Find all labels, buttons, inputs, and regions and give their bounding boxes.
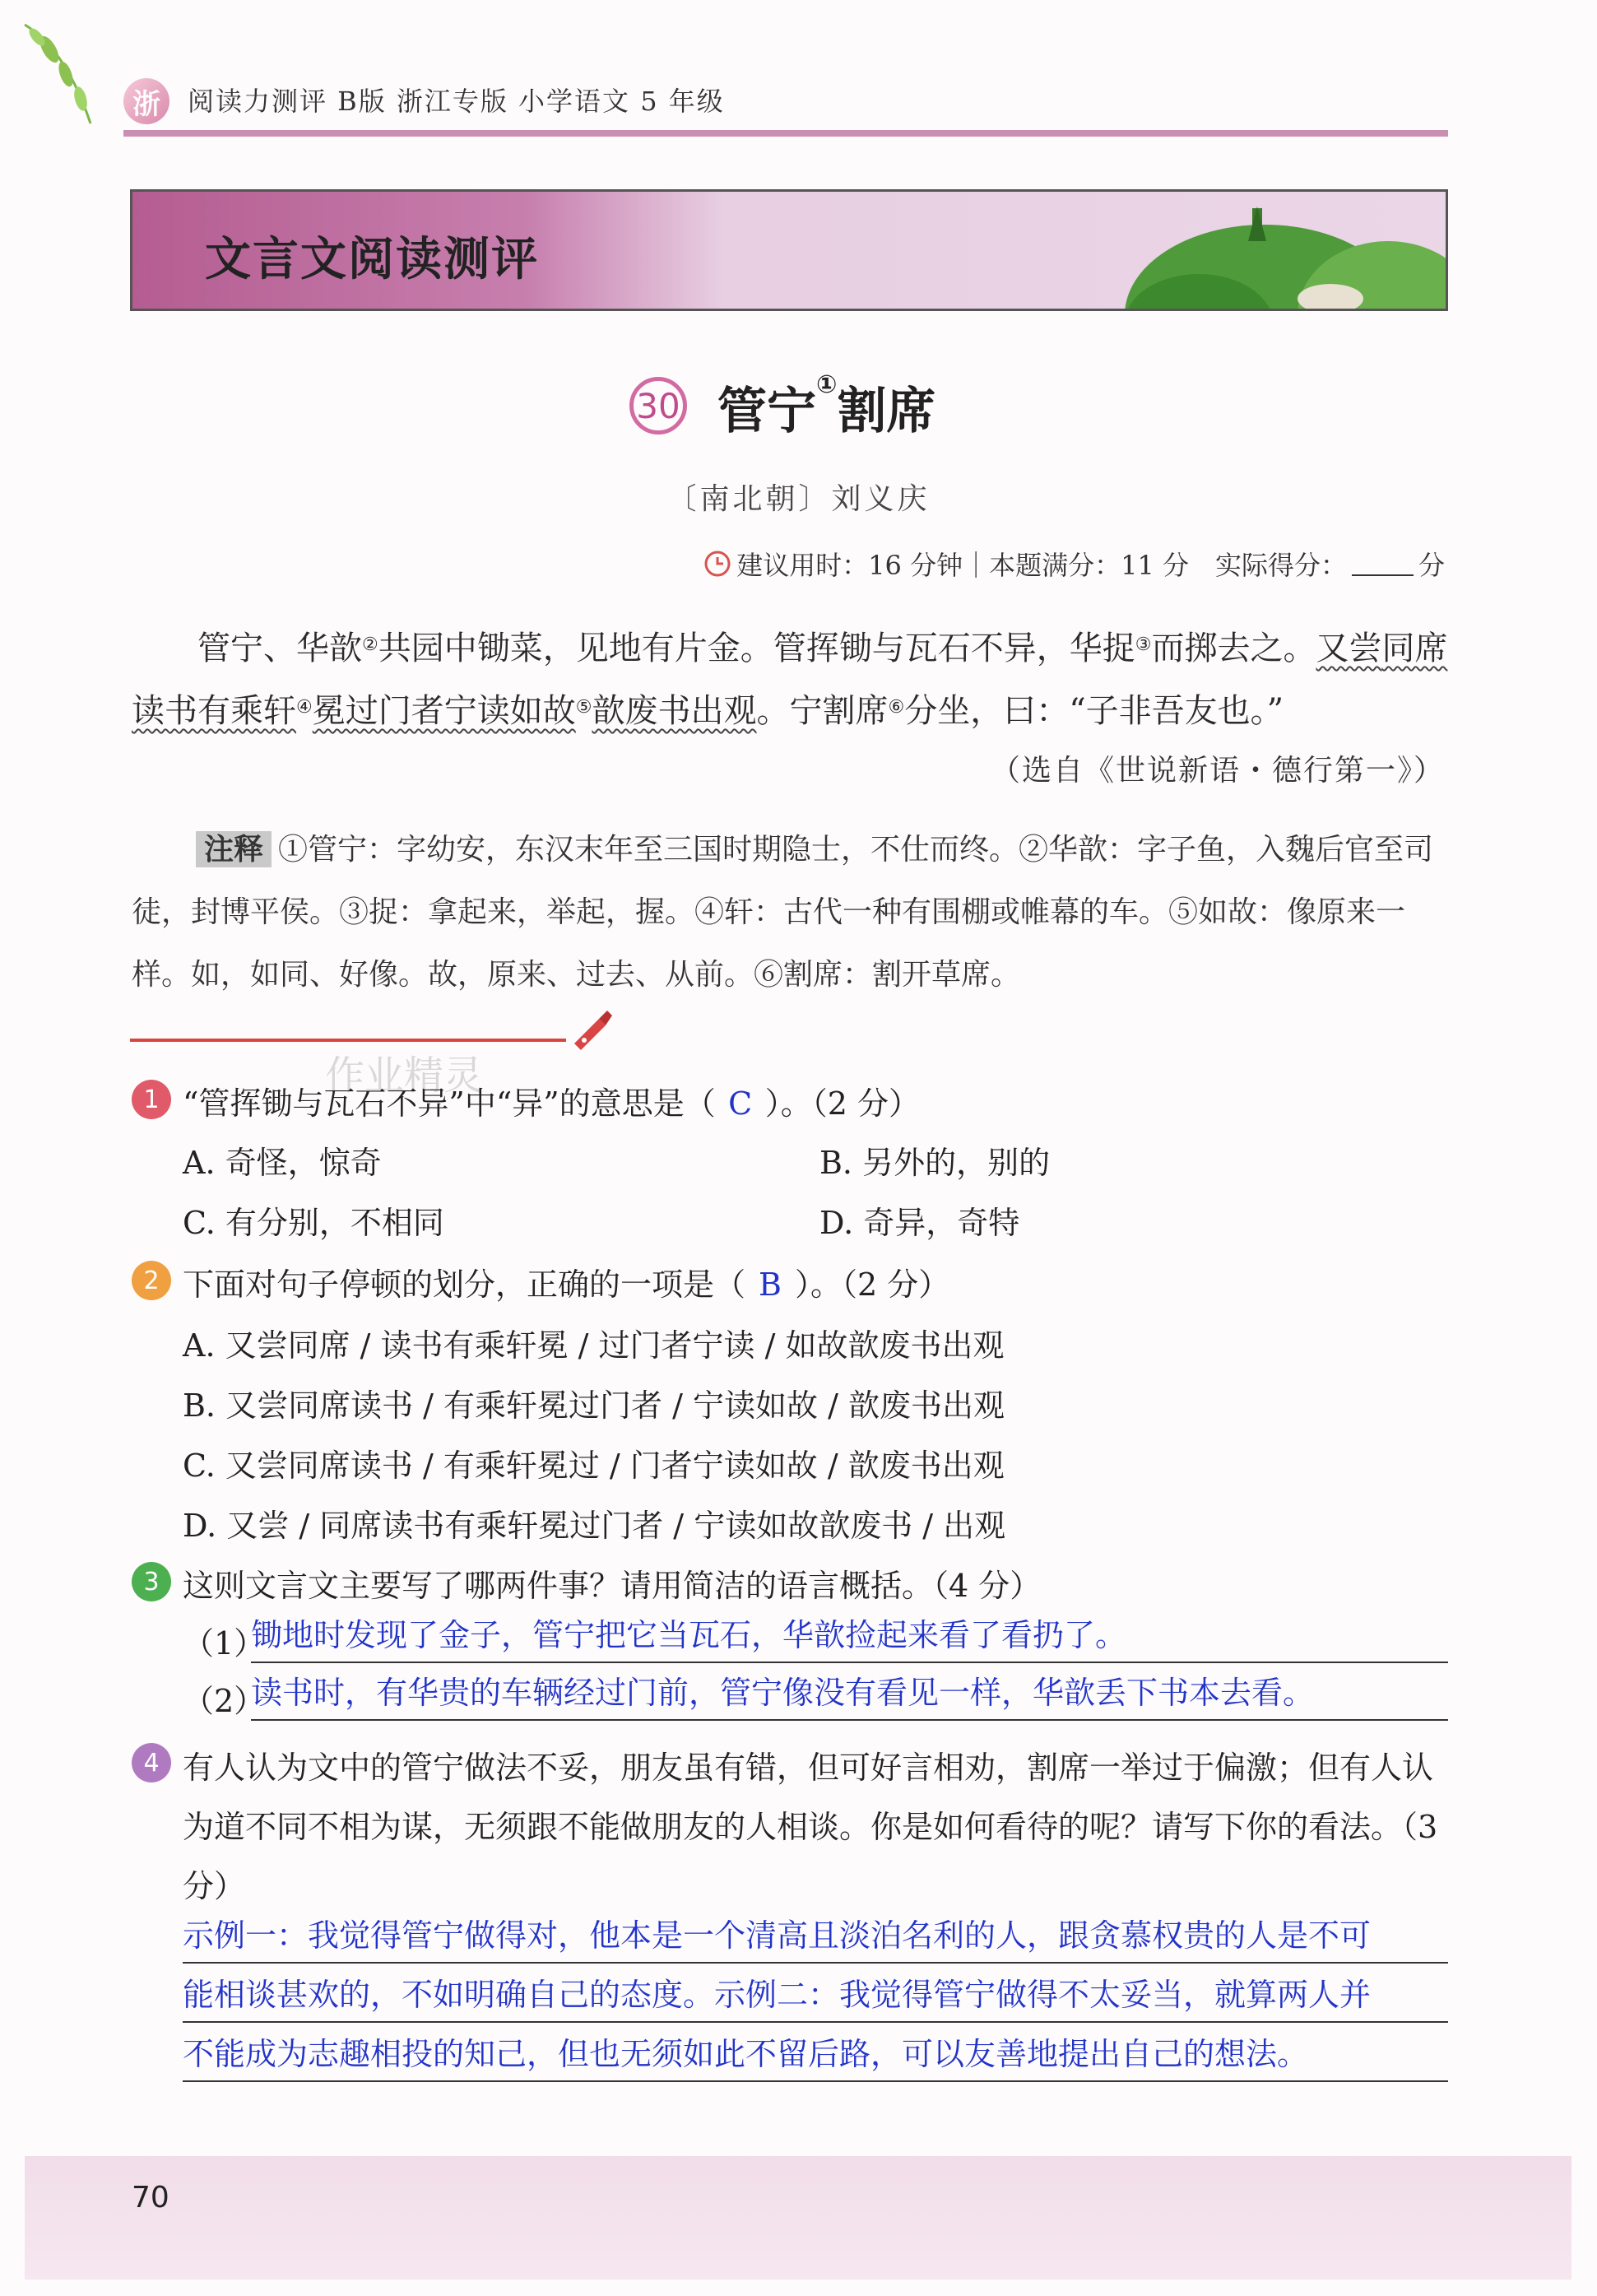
q1-option-a[interactable]: A. 奇怪，惊奇 [183, 1145, 382, 1181]
watermark: 作业精灵 [325, 1053, 484, 1099]
q3-label-1: （1） [183, 1625, 266, 1662]
q3-answer-1[interactable]: 锄地时发现了金子，管宁把它当瓦石，华歆捡起来看了看扔了。 [251, 1609, 1448, 1663]
q4-answer-line-1[interactable]: 示例一：我觉得管宁做得对，他本是一个清高且淡泊名利的人，跟贪慕权贵的人是不可 [183, 1909, 1448, 1964]
q1-stem-b: ）。（2 分） [764, 1085, 920, 1122]
q2-stem-b: ）。（2 分） [795, 1267, 950, 1303]
footnote-mark: ⑤ [575, 697, 592, 718]
question-2-badge: 2 [132, 1261, 171, 1300]
passage-text: 。宁割席 [756, 692, 889, 730]
title-part-b: 割席 [837, 383, 936, 440]
notes-text: ①管宁：字幼安，东汉末年至三国时期隐士，不仕而终。②华歆：字子鱼，入魏后官至司徒，封博平侯。③捉：拿起来，举起，握。④轩：古代一种有围棚或帷幕的车。⑤如故：像原来一样。如，如同、好像。故，原来、过去、从前。⑥割席：割开草席。 [132, 833, 1434, 992]
footnote-mark: ③ [1135, 634, 1152, 655]
section-divider [130, 1039, 566, 1042]
section-banner [130, 189, 1448, 311]
footnote-mark: ② [362, 634, 378, 655]
question-1-badge: 1 [132, 1080, 171, 1119]
question-2-stem [183, 1259, 949, 1304]
footnote-mark: ⑥ [888, 697, 905, 718]
question-4-badge: 4 [132, 1743, 171, 1782]
classical-passage [132, 617, 1448, 742]
page-footer [25, 2156, 1571, 2280]
passage-text: 分坐，曰：“子非吾友也。” [904, 692, 1284, 730]
q2-option-b[interactable]: B. 又尝同席读书 / 有乘轩冕过门者 / 宁读如故 / 歆废书出观 [183, 1387, 1005, 1424]
wavy-underlined-text: 冕过门者宁读如故 [312, 692, 576, 730]
clock-icon [703, 550, 731, 578]
q1-answer[interactable]: C [728, 1085, 753, 1122]
question-3-badge: 3 [132, 1562, 171, 1601]
question-1-stem [183, 1078, 920, 1123]
q2-option-a[interactable]: A. 又尝同席 / 读书有乘轩冕 / 过门者宁读 / 如故歆废书出观 [183, 1327, 1005, 1364]
wavy-underlined-text: 歆废书出观 [592, 692, 757, 730]
q3-label-2: （2） [183, 1683, 266, 1719]
passage-text: 而掷去之。 [1151, 630, 1316, 667]
header-rule [123, 130, 1448, 137]
q1-stem-a: “管挥锄与瓦石不异”中“异”的意思是（ [183, 1085, 716, 1122]
q3-answer-2[interactable]: 读书时，有华贵的车辆经过门前，管宁像没有看见一样，华歆丢下书本去看。 [251, 1666, 1448, 1721]
lesson-title [717, 372, 935, 443]
source-citation: （选自《世说新语・德行第一》） [990, 754, 1445, 788]
q2-option-c[interactable]: C. 又尝同席读书 / 有乘轩冕过 / 门者宁读如故 / 歆废书出观 [183, 1448, 1005, 1484]
time-score-bar [703, 545, 1445, 583]
banner-title: 文言文阅读测评 [205, 232, 539, 286]
q2-stem-a: 下面对句子停顿的划分，正确的一项是（ [183, 1267, 746, 1303]
willow-leaf-decoration [16, 16, 132, 132]
q4-answer-line-2[interactable]: 能相谈甚欢的，不如明确自己的态度。示例二：我觉得管宁做得不太妥当，就算两人并 [183, 1968, 1448, 2023]
time-score-text: 建议用时：16 分钟｜本题满分：11 分 实际得分： [736, 550, 1347, 581]
question-3-stem: 这则文言文主要写了哪两件事？请用简洁的语言概括。（4 分） [183, 1568, 1042, 1604]
author-line: 〔南北朝〕刘义庆 [666, 482, 931, 516]
title-footnote-mark: ① [816, 370, 838, 399]
pen-icon [566, 1002, 615, 1052]
passage-text: 管宁、华歆 [197, 630, 362, 667]
pagoda-hill-illustration [1001, 192, 1446, 311]
annotations [132, 819, 1448, 1006]
header-title: 阅读力测评 B版 浙江专版 小学语文 5 年级 [188, 86, 725, 117]
page-number: 70 [132, 2181, 169, 2215]
q2-answer[interactable]: B [759, 1267, 782, 1303]
wavy-underlined-text: 同席读书有乘轩 [132, 630, 1448, 730]
footnote-mark: ④ [296, 697, 313, 718]
q1-option-b[interactable]: B. 另外的，别的 [819, 1145, 1051, 1181]
passage-text: 共园中锄菜，见地有片金。管挥锄与瓦石不异，华捉 [378, 630, 1135, 667]
notes-tag: 注释 [196, 831, 272, 867]
wavy-underlined-text: 又尝 [1316, 630, 1382, 667]
score-unit: 分 [1418, 550, 1445, 581]
q4-answer-line-3[interactable]: 不能成为志趣相投的知己，但也无须如此不留后路，可以友善地提出自己的想法。 [183, 2028, 1448, 2082]
q1-option-c[interactable]: C. 有分别，不相同 [183, 1205, 444, 1241]
question-4-stem: 有人认为文中的管宁做法不妥，朋友虽有错，但可好言相劝，割席一举过于偏激；但有人认为道不同不相为谋，无须跟不能做朋友的人相谈。你是如何看待的呢？请写下你的看法。（3 分） [183, 1750, 1438, 1904]
province-badge: 浙 [123, 78, 169, 124]
q2-option-d[interactable]: D. 又尝 / 同席读书有乘轩冕过门者 / 宁读如故歆废书 / 出观 [183, 1508, 1006, 1544]
lesson-number: 30 [629, 377, 687, 435]
score-blank[interactable] [1352, 551, 1414, 576]
q1-option-d[interactable]: D. 奇异，奇特 [819, 1205, 1020, 1241]
title-part-a: 管宁 [717, 383, 816, 440]
